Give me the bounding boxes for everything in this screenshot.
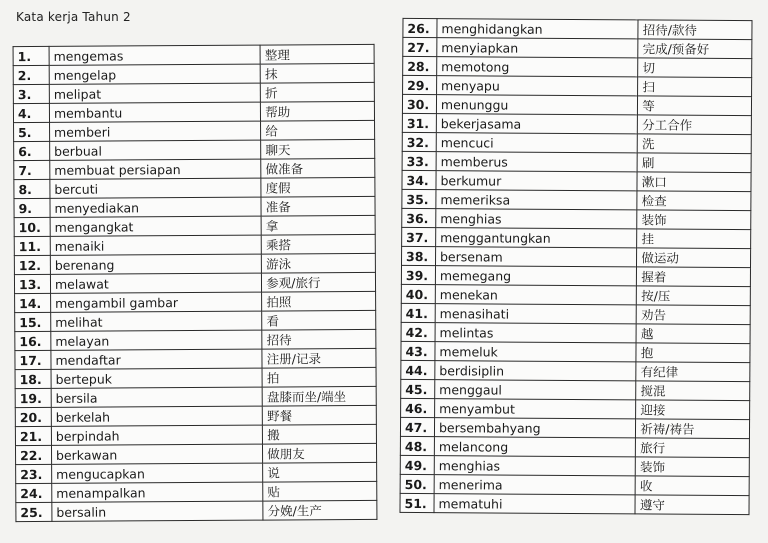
malay-verb: bersalin [52, 501, 263, 521]
malay-verb: mengelap [49, 64, 260, 84]
chinese-translation: 越 [636, 324, 750, 344]
chinese-translation: 招待/款待 [638, 20, 752, 40]
malay-verb: bersembahyang [434, 418, 635, 438]
malay-verb: bekerjasama [436, 114, 637, 134]
row-number: 48. [400, 436, 434, 455]
chinese-translation: 劝告 [636, 305, 750, 325]
table-row [400, 417, 749, 438]
table-row [15, 348, 376, 369]
chinese-translation: 折 [261, 82, 375, 102]
malay-verb: menggantungkan [436, 228, 637, 248]
chinese-translation: 做准备 [261, 158, 375, 178]
malay-verb: mematuhi [434, 494, 635, 514]
chinese-translation: 有纪律 [636, 362, 750, 382]
table-row [401, 265, 750, 286]
table-row [402, 246, 751, 267]
malay-verb: menunggu [436, 95, 637, 115]
table-row [14, 139, 375, 160]
row-number: 6. [14, 141, 50, 160]
chinese-translation: 乘搭 [261, 234, 375, 254]
table-row [14, 234, 375, 255]
chinese-translation: 迎接 [636, 400, 750, 420]
vocab-table-right [399, 18, 752, 515]
row-number: 13. [14, 274, 50, 293]
row-number: 11. [14, 236, 50, 255]
row-number: 19. [15, 388, 51, 407]
row-number: 49. [400, 455, 434, 474]
table-row [400, 436, 749, 457]
malay-verb: menyapu [437, 76, 638, 96]
row-number: 33. [402, 151, 436, 170]
malay-verb: mengemas [49, 45, 260, 65]
table-row [402, 113, 751, 134]
chinese-translation: 准备 [261, 196, 375, 216]
malay-verb: bersenam [435, 247, 636, 267]
chinese-translation: 注册/记录 [262, 348, 376, 368]
table-row [401, 341, 750, 362]
malay-verb: menggaul [435, 380, 636, 400]
table-row [15, 367, 376, 388]
chinese-translation: 等 [638, 96, 752, 116]
chinese-translation: 刷 [637, 153, 751, 173]
table-row [401, 398, 750, 419]
page-title: Kata kerja Tahun 2 [16, 10, 131, 24]
malay-verb: mengucapkan [52, 463, 263, 483]
malay-verb: bercuti [50, 178, 261, 198]
chinese-translation: 检查 [637, 191, 751, 211]
table-row [13, 63, 374, 84]
row-number: 32. [402, 132, 436, 151]
chinese-translation: 按/压 [637, 286, 751, 306]
malay-verb: memberus [436, 152, 637, 172]
table-row [14, 215, 375, 236]
row-number: 15. [15, 312, 51, 331]
malay-verb: menerima [434, 475, 635, 495]
malay-verb: menghias [436, 209, 637, 229]
chinese-translation: 切 [638, 58, 752, 78]
table-row [402, 189, 751, 210]
malay-verb: memberi [49, 121, 260, 141]
malay-verb: memeriksa [436, 190, 637, 210]
table-row [13, 82, 374, 103]
row-number: 12. [14, 255, 50, 274]
malay-verb: melintas [435, 323, 636, 343]
chinese-translation: 洗 [637, 134, 751, 154]
malay-verb: menghidangkan [437, 19, 638, 39]
chinese-translation: 抱 [636, 343, 750, 363]
malay-verb: memeluk [435, 342, 636, 362]
chinese-translation: 做运动 [637, 248, 751, 268]
table-row [402, 151, 751, 172]
table-row [403, 56, 752, 77]
table-row [401, 360, 750, 381]
table-row [13, 44, 374, 65]
table-row [400, 474, 749, 495]
chinese-translation: 拿 [261, 215, 375, 235]
row-number: 42. [401, 322, 435, 341]
row-number: 8. [14, 179, 50, 198]
table-row [15, 329, 376, 350]
row-number: 25. [16, 502, 52, 521]
malay-verb: berkumur [436, 171, 637, 191]
chinese-translation: 看 [262, 310, 376, 330]
row-number: 39. [401, 265, 435, 284]
malay-verb: melihat [51, 311, 262, 331]
row-number: 44. [401, 360, 435, 379]
malay-verb: mengambil gambar [51, 292, 262, 312]
malay-verb: berkelah [51, 406, 262, 426]
malay-verb: menyediakan [50, 197, 261, 217]
table-row [403, 18, 752, 39]
chinese-translation: 拍 [262, 367, 376, 387]
chinese-translation: 分娩/生产 [263, 500, 377, 520]
chinese-translation: 给 [261, 120, 375, 140]
table-row [14, 158, 375, 179]
chinese-translation: 挂 [637, 229, 751, 249]
malay-verb: membuat persiapan [50, 159, 261, 179]
malay-verb: berdisiplin [435, 361, 636, 381]
row-number: 37. [402, 227, 436, 246]
chinese-translation: 贴 [263, 481, 377, 501]
table-row [401, 322, 750, 343]
chinese-translation: 分工合作 [638, 115, 752, 135]
row-number: 23. [16, 464, 52, 483]
chinese-translation: 装饰 [637, 210, 751, 230]
row-number: 20. [15, 407, 51, 426]
table-row [400, 493, 749, 514]
table-row [14, 272, 375, 293]
malay-verb: menampalkan [52, 482, 263, 502]
chinese-translation: 度假 [261, 177, 375, 197]
row-number: 5. [14, 122, 50, 141]
table-row [401, 303, 750, 324]
malay-verb: mendaftar [51, 349, 262, 369]
table-row [14, 253, 375, 274]
table-row [16, 500, 377, 521]
row-number: 27. [403, 37, 437, 56]
chinese-translation: 扫 [638, 77, 752, 97]
malay-verb: membantu [49, 102, 260, 122]
row-number: 18. [15, 369, 51, 388]
row-number: 47. [400, 417, 434, 436]
chinese-translation: 整理 [260, 44, 374, 64]
row-number: 31. [402, 113, 436, 132]
row-number: 29. [403, 75, 437, 94]
row-number: 17. [15, 350, 51, 369]
row-number: 26. [403, 18, 437, 37]
table-row [16, 481, 377, 502]
row-number: 40. [401, 284, 435, 303]
row-number: 43. [401, 341, 435, 360]
chinese-translation: 完成/预备好 [638, 39, 752, 59]
row-number: 30. [402, 94, 436, 113]
malay-verb: menasihati [435, 304, 636, 324]
row-number: 51. [400, 493, 434, 512]
table-row [15, 310, 376, 331]
chinese-translation: 遵守 [635, 495, 749, 515]
malay-verb: mengangkat [50, 216, 261, 236]
chinese-translation: 漱口 [637, 172, 751, 192]
chinese-translation: 握着 [637, 267, 751, 287]
malay-verb: mencuci [436, 133, 637, 153]
row-number: 2. [13, 65, 49, 84]
table-row [401, 379, 750, 400]
row-number: 28. [403, 56, 437, 75]
malay-verb: berenang [50, 254, 261, 274]
row-number: 46. [401, 398, 435, 417]
row-number: 24. [16, 483, 52, 502]
chinese-translation: 抹 [260, 63, 374, 83]
table-row [400, 455, 749, 476]
row-number: 1. [13, 46, 49, 65]
table-row [15, 424, 376, 445]
table-row [15, 291, 376, 312]
row-number: 21. [15, 426, 51, 445]
row-number: 3. [13, 84, 49, 103]
row-number: 38. [402, 246, 436, 265]
malay-verb: menyiapkan [437, 38, 638, 58]
row-number: 4. [13, 103, 49, 122]
malay-verb: melayan [51, 330, 262, 350]
chinese-translation: 搬 [263, 424, 377, 444]
row-number: 22. [15, 445, 51, 464]
malay-verb: menekan [435, 285, 636, 305]
chinese-translation: 拍照 [262, 291, 376, 311]
malay-verb: melancong [434, 437, 635, 457]
chinese-translation: 野餐 [262, 405, 376, 425]
row-number: 41. [401, 303, 435, 322]
chinese-translation: 做朋友 [263, 443, 377, 463]
chinese-translation: 参观/旅行 [262, 272, 376, 292]
vocab-table-left [13, 44, 378, 522]
row-number: 35. [402, 189, 436, 208]
chinese-translation: 说 [263, 462, 377, 482]
row-number: 7. [14, 160, 50, 179]
chinese-translation: 盘膝而坐/端坐 [262, 386, 376, 406]
row-number: 9. [14, 198, 50, 217]
row-number: 45. [401, 379, 435, 398]
table-row [403, 37, 752, 58]
malay-verb: menyambut [435, 399, 636, 419]
malay-verb: menghias [434, 456, 635, 476]
malay-verb: menaiki [50, 235, 261, 255]
table-row [14, 177, 375, 198]
chinese-translation: 聊天 [261, 139, 375, 159]
row-number: 50. [400, 474, 434, 493]
table-row [16, 462, 377, 483]
chinese-translation: 装饰 [636, 457, 750, 477]
chinese-translation: 祈祷/祷告 [636, 419, 750, 439]
malay-verb: bertepuk [51, 368, 262, 388]
table-row [402, 132, 751, 153]
row-number: 36. [402, 208, 436, 227]
table-row [15, 405, 376, 426]
table-row [13, 101, 374, 122]
chinese-translation: 帮助 [261, 101, 375, 121]
chinese-translation: 招待 [262, 329, 376, 349]
table-row [14, 196, 375, 217]
table-row [401, 284, 750, 305]
chinese-translation: 旅行 [636, 438, 750, 458]
malay-verb: memotong [437, 57, 638, 77]
malay-verb: berpindah [51, 425, 262, 445]
table-row [14, 120, 375, 141]
row-number: 16. [15, 331, 51, 350]
row-number: 34. [402, 170, 436, 189]
table-row [403, 75, 752, 96]
row-number: 10. [14, 217, 50, 236]
row-number: 14. [15, 293, 51, 312]
malay-verb: berkawan [51, 444, 262, 464]
table-row [402, 208, 751, 229]
table-row [15, 386, 376, 407]
chinese-translation: 收 [635, 476, 749, 496]
table-row [402, 94, 751, 115]
table-row [15, 443, 376, 464]
malay-verb: melipat [49, 83, 260, 103]
table-row [402, 170, 751, 191]
chinese-translation: 搅混 [636, 381, 750, 401]
malay-verb: berbual [50, 140, 261, 160]
chinese-translation: 游泳 [262, 253, 376, 273]
malay-verb: bersila [51, 387, 262, 407]
malay-verb: melawat [50, 273, 261, 293]
table-row [402, 227, 751, 248]
malay-verb: memegang [435, 266, 636, 286]
